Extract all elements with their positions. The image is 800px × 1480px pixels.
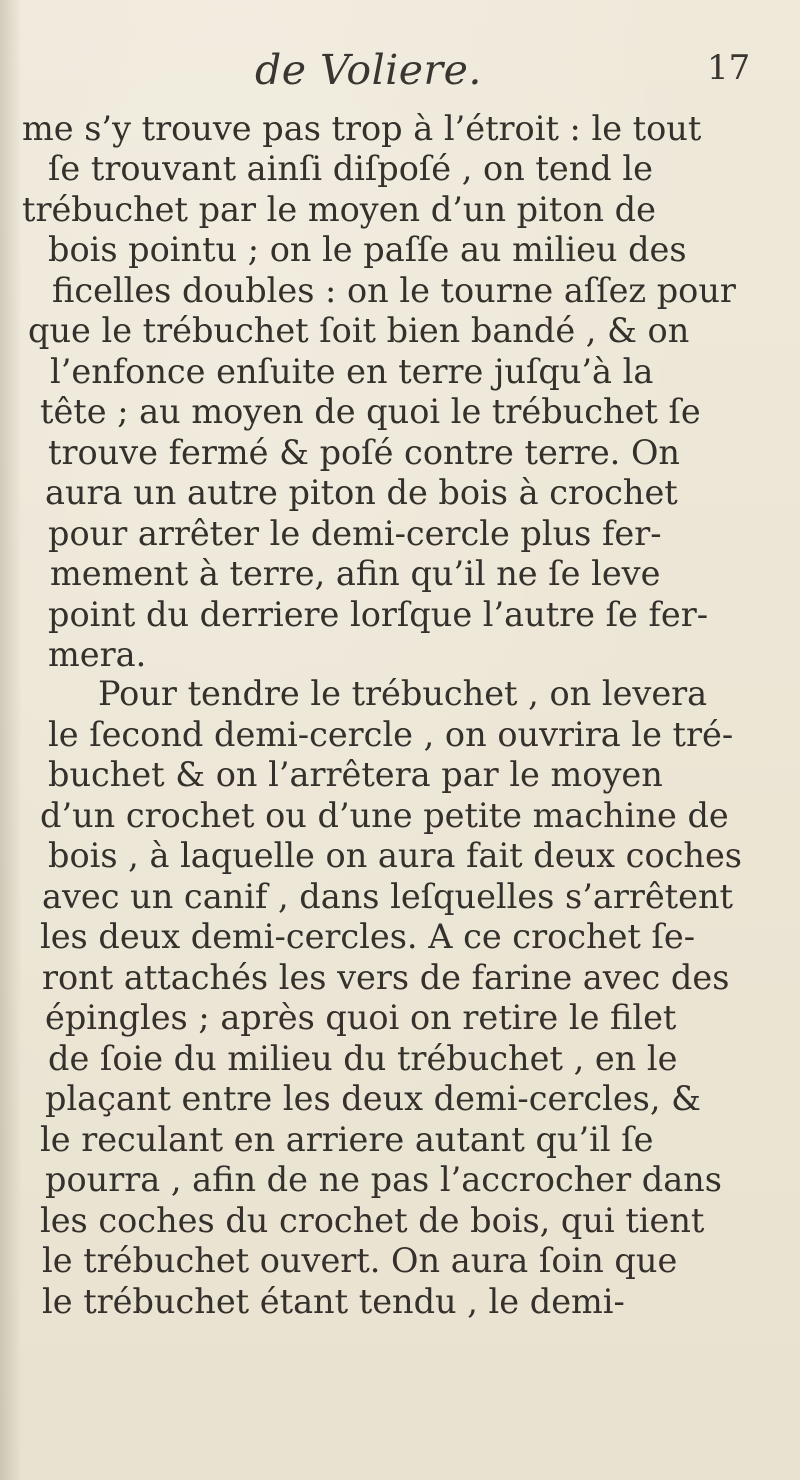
text-line: les deux demi-cercles. A ce crochet ſe- bbox=[40, 917, 696, 956]
text-line: l’enfonce enſuite en terre juſqu’à la bbox=[50, 352, 654, 391]
page-gutter-shadow bbox=[0, 0, 22, 1480]
text-line: aura un autre piton de bois à crochet bbox=[45, 473, 678, 512]
text-line: bois pointu ; on le paſſe au milieu des bbox=[48, 230, 687, 269]
text-line: de ſoie du milieu du trébuchet , en le bbox=[48, 1039, 678, 1078]
text-line: pourra , afin de ne pas l’accrocher dans bbox=[45, 1160, 722, 1199]
page-number: 17 bbox=[707, 48, 751, 88]
text-line: que le trébuchet ſoit bien bandé , & on bbox=[28, 311, 690, 350]
text-line: pour arrêter le demi-cercle plus fer- bbox=[48, 514, 662, 553]
text-line: ficelles doubles : on le tourne aſſez pour bbox=[52, 271, 736, 310]
text-line: le reculant en arriere autant qu’il ſe bbox=[40, 1120, 654, 1159]
page-header bbox=[0, 18, 800, 94]
text-line: tête ; au moyen de quoi le trébuchet ſe bbox=[40, 392, 701, 431]
text-line: me s’y trouve pas trop à l’étroit : le tout bbox=[22, 109, 702, 148]
text-line: d’un crochet ou d’une petite machine de bbox=[40, 796, 729, 835]
text-line: le trébuchet ouvert. On aura ſoin que bbox=[42, 1241, 678, 1280]
text-line: le ſecond demi-cercle , on ouvrira le tré- bbox=[48, 715, 734, 754]
text-line: Pour tendre le trébuchet , on levera bbox=[98, 674, 708, 713]
text-line: mement à terre, afin qu’il ne ſe leve bbox=[50, 554, 661, 593]
text-line: trouve fermé & poſé contre terre. On bbox=[48, 433, 680, 472]
running-head: de Voliere. bbox=[255, 46, 482, 94]
text-line: buchet & on l’arrêtera par le moyen bbox=[48, 755, 663, 794]
text-line: bois , à laquelle on aura fait deux coches bbox=[48, 836, 742, 875]
text-line: mera. bbox=[48, 635, 147, 674]
text-line: trébuchet par le moyen d’un piton de bbox=[22, 190, 656, 229]
text-line: les coches du crochet de bois, qui tient bbox=[40, 1201, 705, 1240]
text-line: point du derriere lorſque l’autre ſe fer- bbox=[48, 595, 709, 634]
text-line: plaçant entre les deux demi-cercles, & bbox=[45, 1079, 701, 1118]
text-line: avec un canif , dans leſquelles s’arrêtent bbox=[42, 877, 734, 916]
text-line: épingles ; après quoi on retire le filet bbox=[45, 998, 677, 1037]
text-line: ront attachés les vers de farine avec des bbox=[42, 958, 730, 997]
text-line: ſe trouvant ainſi diſpoſé , on tend le bbox=[48, 149, 653, 188]
text-line: le trébuchet étant tendu , le demi- bbox=[42, 1282, 625, 1321]
